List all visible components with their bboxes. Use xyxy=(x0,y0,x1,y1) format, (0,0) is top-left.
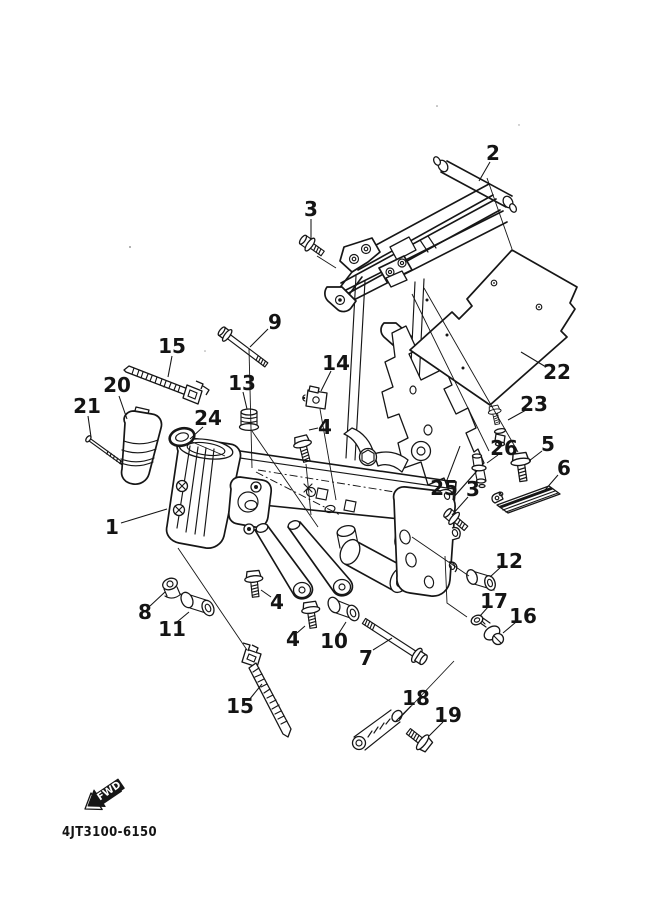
callout-label: 12 xyxy=(495,549,523,573)
part-damper-plate-6 xyxy=(492,486,560,513)
part-band-15-bottom xyxy=(242,643,291,737)
callout-leader xyxy=(88,416,91,437)
part-bolt-3-top xyxy=(297,232,327,259)
callout-label: 2 xyxy=(486,141,500,165)
part-collar-11 xyxy=(179,590,217,617)
fwd-arrow-label: FWD xyxy=(95,779,124,804)
callout-label: 21 xyxy=(73,394,101,418)
part-nut-8 xyxy=(161,576,181,598)
callout-label: 26 xyxy=(490,436,518,460)
part-bolt-9 xyxy=(216,324,271,370)
callout-label: 4 xyxy=(270,590,284,614)
scan-specks xyxy=(129,105,520,352)
callout-leader xyxy=(119,396,127,419)
callout-label: 9 xyxy=(268,310,282,334)
callout-leader xyxy=(168,356,172,377)
callout-label: 6 xyxy=(557,456,571,480)
part-stud-18 xyxy=(353,709,405,750)
callout-label: 22 xyxy=(543,360,571,384)
callout-label: 16 xyxy=(509,604,537,628)
callout-label: 3 xyxy=(466,477,480,501)
part-band-15-top xyxy=(124,366,209,404)
part-bolt-4b xyxy=(244,570,265,598)
callout-label: 19 xyxy=(434,703,462,727)
callout-label: 24 xyxy=(194,406,222,430)
part-nut-13 xyxy=(240,409,259,430)
fwd-arrow xyxy=(85,779,124,810)
callout-label: 23 xyxy=(520,392,548,416)
callout-leader xyxy=(250,329,268,347)
part-bolt-4c xyxy=(301,601,322,629)
callout-label: 20 xyxy=(103,373,131,397)
callout-label: 11 xyxy=(158,617,186,641)
part-collar-10 xyxy=(326,596,361,623)
callout-label: 18 xyxy=(402,686,430,710)
callout-label: 13 xyxy=(228,371,256,395)
part-clamp-14 xyxy=(303,386,327,409)
callout-label: 7 xyxy=(359,646,373,670)
callout-label: 17 xyxy=(480,589,508,613)
callout-label: 5 xyxy=(541,432,555,456)
callout-leader xyxy=(373,638,392,650)
callout-label: 14 xyxy=(322,351,350,375)
callout-label: 3 xyxy=(304,197,318,221)
callout-label: 8 xyxy=(138,600,152,624)
callout-label: 4 xyxy=(318,415,332,439)
callout-leader xyxy=(121,509,167,523)
callout-leader xyxy=(150,592,165,606)
part-main-frame xyxy=(167,428,461,599)
callout-label: 25 xyxy=(430,476,458,500)
drawing-code: 4JT3100-6150 xyxy=(62,824,157,840)
callout-label: 15 xyxy=(158,334,186,358)
callout-leader xyxy=(309,428,318,430)
callout-label: 10 xyxy=(320,629,348,653)
callout-label: 1 xyxy=(105,515,119,539)
part-bolt-19 xyxy=(403,724,435,754)
callout-label: 15 xyxy=(226,694,254,718)
callout-label: 4 xyxy=(286,627,300,651)
